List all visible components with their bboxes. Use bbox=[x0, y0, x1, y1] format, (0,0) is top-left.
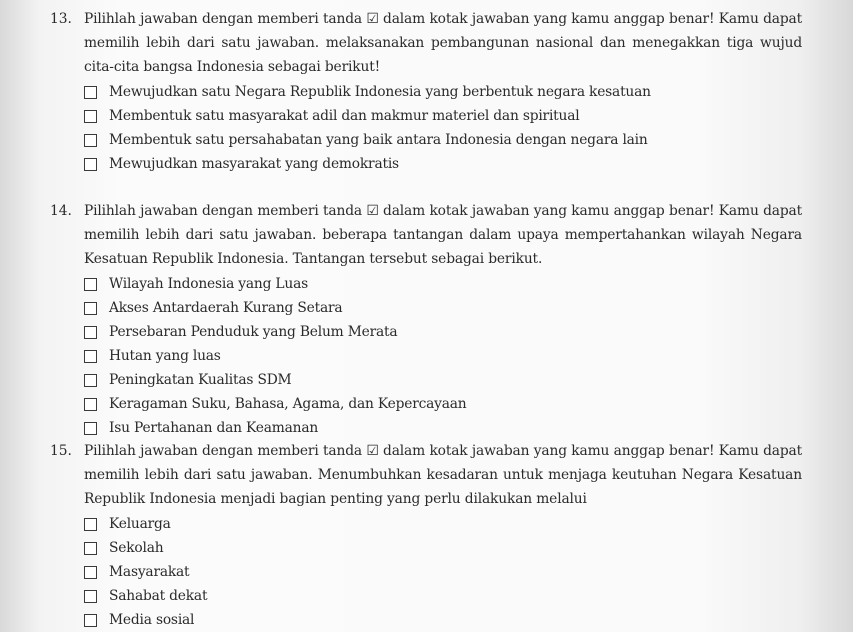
checkbox[interactable] bbox=[84, 422, 97, 435]
option-label: Peningkatan Kualitas SDM bbox=[109, 372, 292, 388]
checkbox[interactable] bbox=[84, 134, 97, 147]
answer-option[interactable] bbox=[84, 368, 802, 392]
option-label: Akses Antardaerah Kurang Setara bbox=[109, 300, 343, 316]
option-label: Masyarakat bbox=[109, 564, 190, 580]
checkbox[interactable] bbox=[84, 566, 97, 579]
answer-option[interactable] bbox=[84, 152, 802, 176]
checkbox[interactable] bbox=[84, 614, 97, 627]
option-label: Membentuk satu persahabatan yang baik antara Indonesia dengan negara lain bbox=[109, 132, 648, 148]
option-label: Keluarga bbox=[109, 516, 171, 532]
option-label: Mewujudkan masyarakat yang demokratis bbox=[109, 156, 399, 172]
question-15 bbox=[50, 439, 802, 632]
option-label: Persebaran Penduduk yang Belum Merata bbox=[109, 324, 398, 340]
checkbox[interactable] bbox=[84, 542, 97, 555]
answer-options bbox=[50, 512, 802, 632]
option-label: Membentuk satu masyarakat adil dan makmur materiel dan spiritual bbox=[109, 108, 580, 124]
answer-option[interactable] bbox=[84, 80, 802, 104]
answer-option[interactable] bbox=[84, 560, 802, 584]
option-label: Mewujudkan satu Negara Republik Indonesia yang berbentuk negara kesatuan bbox=[109, 84, 651, 100]
answer-option[interactable] bbox=[84, 320, 802, 344]
option-label: Hutan yang luas bbox=[109, 348, 221, 364]
answer-option[interactable] bbox=[84, 416, 802, 440]
question-13 bbox=[50, 7, 802, 176]
option-label: Sahabat dekat bbox=[109, 588, 208, 604]
answer-option[interactable] bbox=[84, 344, 802, 368]
checkbox[interactable] bbox=[84, 590, 97, 603]
question-14 bbox=[50, 199, 802, 440]
question-number: 15. bbox=[50, 443, 72, 459]
option-label: Sekolah bbox=[109, 540, 164, 556]
option-label: Isu Pertahanan dan Keamanan bbox=[109, 420, 319, 436]
checkbox[interactable] bbox=[84, 302, 97, 315]
checkbox[interactable] bbox=[84, 518, 97, 531]
checkbox[interactable] bbox=[84, 374, 97, 387]
answer-option[interactable] bbox=[84, 536, 802, 560]
answer-option[interactable] bbox=[84, 128, 802, 152]
question-number: 14. bbox=[50, 203, 72, 219]
question-text: Pilihlah jawaban dengan memberi tanda ☑ dalam kotak jawaban yang kamu anggap benar! Kamu dapat memilih lebih dari satu jawaban. melaksanakan pembangunan nasional dan menegakkan tiga wujud cita-cita bangsa Indonesia sebagai berikut! bbox=[84, 11, 802, 75]
question-number: 13. bbox=[50, 11, 72, 27]
checkbox[interactable] bbox=[84, 158, 97, 171]
answer-option[interactable] bbox=[84, 584, 802, 608]
checkbox[interactable] bbox=[84, 326, 97, 339]
question-text: Pilihlah jawaban dengan memberi tanda ☑ dalam kotak jawaban yang kamu anggap benar! Kamu dapat memilih lebih dari satu jawaban. Menumbuhkan kesadaran untuk menjaga keutuhan Negara Kesatuan Republik Indonesia menjadi bagian penting yang perlu dilakukan melalui bbox=[84, 443, 802, 507]
answer-option[interactable] bbox=[84, 608, 802, 632]
checkbox[interactable] bbox=[84, 350, 97, 363]
option-label: Wilayah Indonesia yang Luas bbox=[109, 276, 308, 292]
question-stem bbox=[50, 439, 802, 511]
checkbox[interactable] bbox=[84, 398, 97, 411]
checkbox[interactable] bbox=[84, 86, 97, 99]
option-label: Media sosial bbox=[109, 612, 195, 628]
option-label: Keragaman Suku, Bahasa, Agama, dan Kepercayaan bbox=[109, 396, 467, 412]
checkbox[interactable] bbox=[84, 110, 97, 123]
answer-options bbox=[50, 80, 802, 176]
question-text: Pilihlah jawaban dengan memberi tanda ☑ dalam kotak jawaban yang kamu anggap benar! Kamu dapat memilih lebih dari satu jawaban. beberapa tantangan dalam upaya mempertahankan wilayah Negara Kesatuan Republik Indonesia. Tantangan tersebut sebagai berikut. bbox=[84, 203, 802, 267]
checkbox[interactable] bbox=[84, 278, 97, 291]
answer-option[interactable] bbox=[84, 104, 802, 128]
answer-option[interactable] bbox=[84, 392, 802, 416]
question-stem bbox=[50, 199, 802, 271]
answer-option[interactable] bbox=[84, 272, 802, 296]
answer-option[interactable] bbox=[84, 512, 802, 536]
answer-option[interactable] bbox=[84, 296, 802, 320]
question-stem bbox=[50, 7, 802, 79]
answer-options bbox=[50, 272, 802, 440]
